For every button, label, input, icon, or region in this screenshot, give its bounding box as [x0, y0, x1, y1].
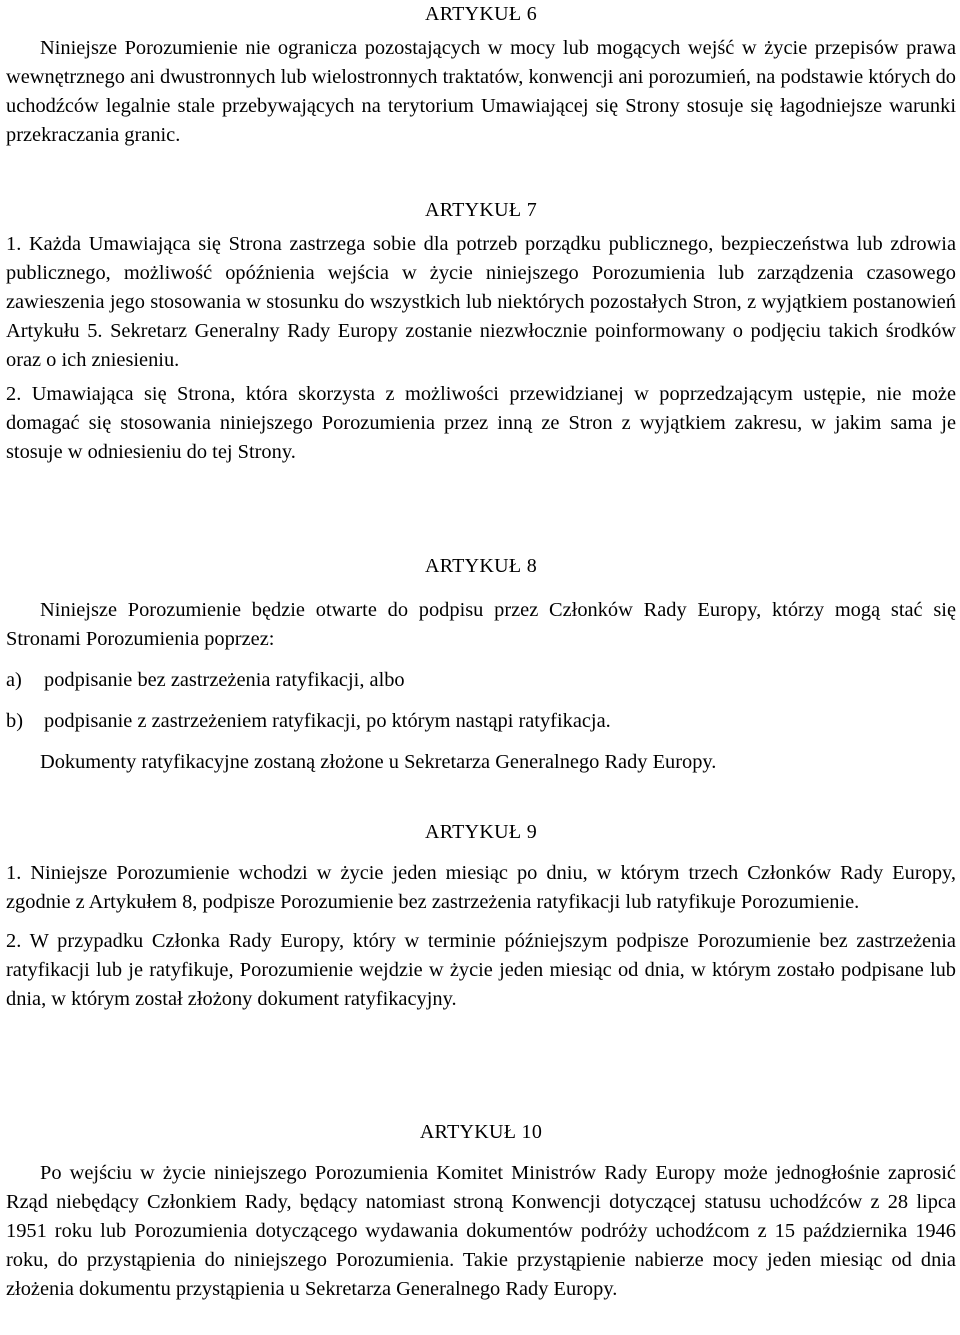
- article-7-paragraph-2: 2. Umawiająca się Strona, która skorzysta z możliwości przewidzianej w poprzedzającym ustępie, nie może domagać się stosowania niniejszego Porozumienia przez inną ze Stron z wyjątkiem zakresu, w jakim sama je stosuje w odniesieniu do tej Strony.: [6, 383, 956, 463]
- article-8-heading: ARTYKUŁ 8: [424, 555, 538, 577]
- article-6-heading: ARTYKUŁ 6: [424, 3, 538, 25]
- article-8-paragraph-2: Dokumenty ratyfikacyjne zostaną złożone u Sekretarza Generalnego Rady Europy.: [40, 751, 717, 773]
- article-9: [6, 818, 956, 1014]
- list-marker: a): [6, 669, 22, 691]
- article-7: [6, 196, 956, 467]
- article-9-heading: ARTYKUŁ 9: [424, 821, 538, 843]
- article-7-paragraph-1: 1. Każda Umawiająca się Strona zastrzega sobie dla potrzeb porządku publicznego, bezpieczeństwa lub zdrowia publicznego, możliwość opóźnienia wejścia w życie niniejszego Porozumienia lub zarządzenia czasowego zawieszenia jego stosowania w stosunku do wszystkich lub niektórych pozostałych Stron, z wyjątkiem postanowień Artykułu 5. Sekretarz Generalny Rady Europy zostanie niezwłocznie poinformowany o podjęciu takich środków oraz o ich zniesieniu.: [6, 233, 956, 371]
- article-7-heading: ARTYKUŁ 7: [424, 199, 538, 221]
- article-9-paragraph-1: 1. Niniejsze Porozumienie wchodzi w życie jeden miesiąc po dniu, w którym trzech Członków Rady Europy, zgodnie z Artykułem 8, podpisze Porozumienie bez zastrzeżenia ratyfikacji lub ratyfikuje Porozumienie.: [6, 862, 956, 913]
- article-6-paragraph-1: Niniejsze Porozumienie nie ogranicza pozostających w mocy lub mogących wejść w życie przepisów prawa wewnętrznego ani dwustronnych lub wielostronnych traktatów, konwencji ani porozumień, na podstawie których do uchodźców legalnie stale przebywających na terytorium Umawiającej się Strony stosuje się łagodniejsze warunki przekraczania granic.: [6, 37, 956, 146]
- article-10-heading: ARTYKUŁ 10: [419, 1121, 543, 1143]
- article-8-paragraph-1: Niniejsze Porozumienie będzie otwarte do podpisu przez Członków Rady Europy, którzy mogą stać się Stronami Porozumienia poprzez:: [6, 599, 956, 650]
- article-8: [6, 552, 956, 777]
- article-9-paragraph-2: 2. W przypadku Członka Rady Europy, który w terminie późniejszym podpisze Porozumienie bez zastrzeżenia ratyfikacji lub je ratyfikuje, Porozumienie wejdzie w życie jeden miesiąc od dnia, w którym zostało podpisane lub dnia, w którym został złożony dokument ratyfikacyjny.: [6, 930, 956, 1010]
- article-10-paragraph-1: Po wejściu w życie niniejszego Porozumienia Komitet Ministrów Rady Europy może jednogłośnie zaprosić Rząd niebędący Członkiem Rady, będący natomiast stroną Konwencji dotyczącej statusu uchodźców z 28 lipca 1951 roku lub Porozumienia dotyczącego wydawania dokumentów podróży uchodźcom z 15 października 1946 roku, do przystąpienia do niniejszego Porozumienia. Takie przystąpienie nabierze mocy jeden miesiąc od dnia złożenia dokumentu przystąpienia u Sekretarza Generalnego Rady Europy.: [6, 1162, 956, 1300]
- article-8-item-a: [6, 666, 956, 695]
- list-item-text: podpisanie bez zastrzeżenia ratyfikacji, albo: [44, 669, 405, 691]
- list-marker: b): [6, 710, 23, 732]
- article-6: [6, 0, 956, 150]
- article-10: [6, 1118, 956, 1304]
- list-item-text: podpisanie z zastrzeżeniem ratyfikacji, po którym nastąpi ratyfikacja.: [44, 710, 611, 732]
- article-8-item-b: [6, 707, 956, 736]
